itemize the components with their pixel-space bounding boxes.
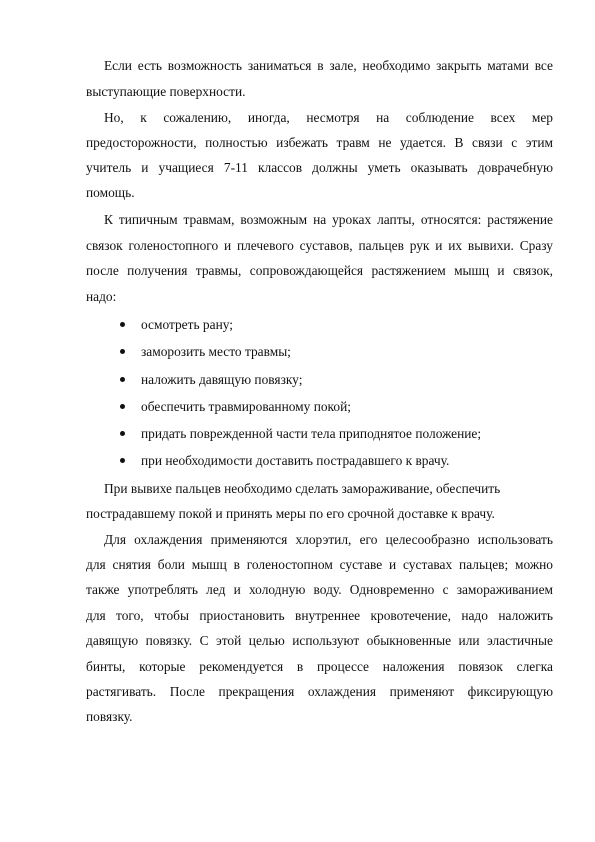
paragraph-2-line-3: учитель и учащиеся 7-11 классов должны уметь оказывать доврачебную bbox=[86, 160, 553, 175]
paragraph-5-line-3: также употреблять лед и холодную воду. Одновременно с замораживанием bbox=[86, 582, 553, 597]
paragraph-5-line-7: растягивать. После прекращения охлаждения применяют фиксирующую bbox=[86, 684, 553, 699]
bullet-dot-icon bbox=[120, 377, 125, 382]
bullet-dot-icon bbox=[120, 431, 125, 436]
paragraph-5-line-5: давящую повязку. С этой целью используют обыкновенные или эластичные bbox=[86, 633, 553, 648]
paragraph-4-line-2: пострадавшему покой и принять меры по его срочной доставке к врачу. bbox=[86, 506, 495, 521]
bullet-dot-icon bbox=[120, 349, 125, 354]
paragraph-2-line-1: Но, к сожалению, иногда, несмотря на соблюдение всех мер bbox=[104, 110, 553, 125]
paragraph-3-line-1: К типичным травмам, возможным на уроках лапты, относятся: растяжение bbox=[104, 212, 553, 227]
paragraph-4-line-1: При вывихе пальцев необходимо сделать замораживание, обеспечить bbox=[104, 481, 501, 496]
paragraph-3-line-4: надо: bbox=[86, 289, 117, 304]
paragraph-1-line-1: Если есть возможность заниматься в зале, необходимо закрыть матами все bbox=[104, 58, 553, 73]
bullet-dot-icon bbox=[120, 458, 125, 463]
list-item-text: осмотреть рану; bbox=[141, 317, 233, 332]
bullet-dot-icon bbox=[120, 404, 125, 409]
list-item-text: придать поврежденной части тела приподнятое положение; bbox=[141, 426, 482, 441]
list-item-text: заморозить место травмы; bbox=[141, 344, 291, 359]
list-item-text: обеспечить травмированному покой; bbox=[141, 399, 351, 414]
paragraph-2-line-2: предосторожности, полностью избежать травм не удается. В связи с этим bbox=[86, 135, 553, 150]
bullet-dot-icon bbox=[120, 322, 125, 327]
paragraph-3-line-2: связок голеностопного и плечевого суставов, пальцев рук и их вывихи. Сразу bbox=[86, 238, 553, 253]
paragraph-5-line-4: для того, чтобы приостановить внутреннее кровотечение, надо наложить bbox=[86, 608, 553, 623]
paragraph-3-line-3: после получения травмы, сопровождающейся растяжением мышц и связок, bbox=[86, 263, 553, 278]
list-item-text: наложить давящую повязку; bbox=[141, 372, 303, 387]
paragraph-5-line-6: бинты, которые рекомендуется в процессе наложения повязок слегка bbox=[86, 659, 553, 674]
paragraph-5-line-1: Для охлаждения применяются хлорэтил, его целесообразно использовать bbox=[104, 532, 553, 547]
paragraph-1-line-2: выступающие поверхности. bbox=[86, 84, 246, 99]
paragraph-5-line-8: повязку. bbox=[86, 709, 133, 724]
paragraph-5-line-2: для снятия боли мышц в голеностопном суставе и суставах пальцев; можно bbox=[86, 557, 553, 572]
list-item-text: при необходимости доставить пострадавшего к врачу. bbox=[141, 453, 450, 468]
paragraph-2-line-4: помощь. bbox=[86, 185, 135, 200]
